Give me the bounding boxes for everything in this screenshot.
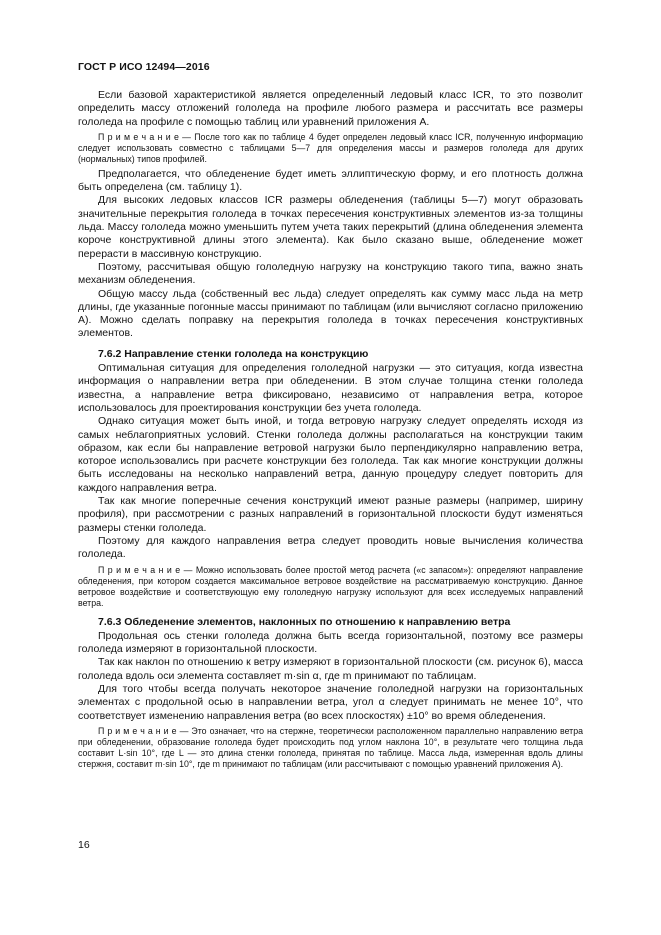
body-paragraph: Поэтому для каждого направления ветра следует проводить новые вычисления количества гололеда. [78, 534, 583, 561]
document-body [78, 89, 583, 773]
body-paragraph: Однако ситуация может быть иной, и тогда ветровую нагрузку следует определять исходя из самых неблагоприятных условий. Стенки гололеда должны располагаться на конструкции таким образом, как если бы направление ветровой нагрузки было перпендикулярно направлению ветра, которое использовались при расчете конструкции без гололеда. Так как многие конструкции должны быть исследованы на несколько направлений ветра, данную процедуру следует повторить для каждого направления ветра. [78, 415, 583, 494]
body-paragraph: Предполагается, что обледенение будет иметь эллиптическую форму, и его плотность должна быть определена (см. таблицу 1). [78, 167, 583, 194]
body-paragraph: Для того чтобы всегда получать некоторое значение гололедной нагрузки на горизонтальных элементах с продольной осью в направлении ветра, угол α следует принимать не менее 10°, что соответствует изменению направления ветра (во всех плоскостях) ±10° во время обледенения. [78, 682, 583, 722]
document-header: ГОСТ Р ИСО 12494—2016 [78, 61, 210, 73]
body-paragraph: Поэтому, рассчитывая общую гололедную нагрузку на конструкцию такого типа, важно знать механизм обледенения. [78, 260, 583, 287]
body-paragraph: Продольная ось стенки гололеда должна быть всегда горизонтальной, поэтому все размеры гололеда измеряют в горизонтальной плоскости. [78, 629, 583, 656]
note-paragraph: П р и м е ч а н и е — Это означает, что на стержне, теоретически расположенном параллельно направлению ветра при обледенении, образование гололеда будет происходить под углом наклона 10°, в результате чего толщина льда составит L·sin 10°, где L — это длина стенки гололеда, принятая по таблице. Масса льда, измеренная вдоль длины стержня, составит m·sin 10°, где m принимают по таблицам (или рассчитывают с помощью уравнений приложения А). [78, 725, 583, 769]
page-number: 16 [78, 839, 90, 851]
note-paragraph: П р и м е ч а н и е — Можно использовать более простой метод расчета («с запасом»): определяют направление обледенения, при котором создается максимальное ветровое воздействие на рассматриваемую конструкцию. Данное ветровое воздействие и соответствующую ему гололедную нагрузку используют для всех исследуемых направлений ветра. [78, 564, 583, 608]
section-heading: 7.6.2 Направление стенки гололеда на конструкцию [98, 347, 369, 360]
body-paragraph: Так как многие поперечные сечения конструкций имеют разные размеры (например, ширину профиля), при рассмотрении с разных направлений в горизонтальной плоскости будут изменяться размеры стенки гололеда. [78, 495, 583, 534]
body-paragraph: Для высоких ледовых классов ICR размеры обледенения (таблицы 5—7) могут образовать значительные перекрытия гололеда в точках пересечения конструктивных элементов из-за толщины льда. Массу гололеда можно уменьшить путем учета таких перекрытий (длина обледенения элемента короче конструктивной длины этого элемента). Как было сказано выше, обледенение может перерасти в массивную конструкцию. [78, 194, 583, 260]
body-paragraph: Общую массу льда (собственный вес льда) следует определять как сумму масс льда на метр длины, где указанные погонные массы принимают по таблицам (или вычисляют согласно приложению А). Можно сделать поправку на перекрытия гололеда в точках пересечения конструктивных элементов. [78, 287, 583, 340]
body-paragraph: Если базовой характеристикой является определенный ледовый класс ICR, то это позволит определить массу отложений гололеда на профиле любого размера и рассчитать все размеры гололеда на профиле с помощью таблиц или уравнений приложения А. [78, 89, 583, 128]
section-heading: 7.6.3 Обледенение элементов, наклонных по отношению к направлению ветра [98, 615, 511, 628]
body-paragraph: Так как наклон по отношению к ветру измеряют в горизонтальной плоскости (см. рисунок 6), масса гололеда вдоль оси элемента составляет m·sin α, где m принимают по таблицам. [78, 656, 583, 682]
note-paragraph: П р и м е ч а н и е — После того как по таблице 4 будет определен ледовый класс ICR, полученную информацию следует использовать совместно с таблицами 5—7 для определения массы и размеров гололеда для других (нормальных) типов профилей. [78, 131, 583, 164]
body-paragraph: Оптимальная ситуация для определения гололедной нагрузки — это ситуация, когда известна информация о направлении ветра при обледенении. В этом случае толщина стенки гололеда известна, а направление ветра фиксировано, независимо от направления ветра, которое использовалось для проектирования конструкции без учета гололеда. [78, 362, 583, 414]
